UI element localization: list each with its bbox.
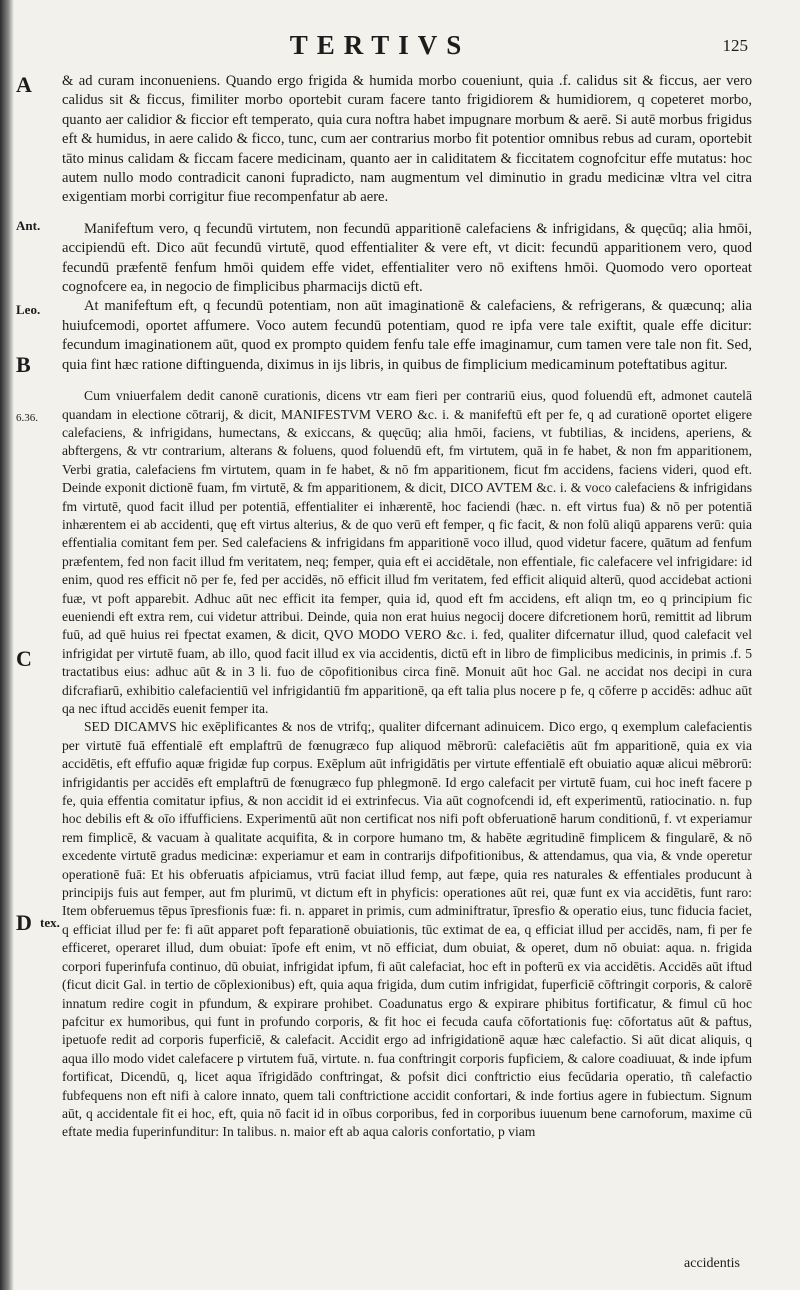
margin-note-tex: tex. — [40, 915, 60, 930]
text-paragraph-1: & ad curam inconueniens. Quando ergo frigida & humida morbo coueniunt, quia .f. calidus sit & ficcus, aer vero calidus sit & ficcus, fimiliter morbo oportebit curam facere tanto frigidiorem & humidiorem, q copeteret morbo, quanto aer calidior & ficcior eft temperato, quia cura noftra habet impugnare morbum & aerē. Si autē morbus frigidus eft & humidus, in aere calido & ficco, tunc, cum aer contrarius morbo fit potentior omnibus rebus ad curam, oportebit tāto minus calidam & ficcam facere medicinam, quanto aer in caliditatem & ficcitatem cognofcitur effe mutatus: hoc autem nullo modo contradicit canoni fupradicto, nam augmentum vel diminutio in gradu medicinæ vltra vel citra exigentiam morbi corrigitur fiue recompenfatur ab aere. — [62, 73, 752, 206]
running-title: TERTIVS — [289, 30, 471, 60]
catchword: accidentis — [684, 1256, 740, 1271]
running-head — [0, 30, 800, 60]
margin-letter-b: B — [16, 352, 31, 377]
commentary-paragraph-1: Cum vniuerfalem dedit canonē curationis, dicens vtr eam fieri per contrariū eius, quod foluendū eft, admonet cautelā quandam in electione cōtrarij, & dicit, MANIFESTVM VERO &c. i. & manifeftū eft per fe, q ad curationē oportet eligere calefaciens, & infrigidans, humectans, & exiccans, & quęcūq; alia hmōi, faciens, vt fubtilias, & incidens, aperiens, & abftergens, & vtr contrarium, alterans & foluens, quod foluendū eft, fm virtutem, quā in fe habet, & non fm apparitionem, Verbi gratia, calefaciens fm virtutem, quam in fe habet, & nō fm apparitionem, ficut fm accidens, faciens videri, quod eft. Deinde exponit dictionē fuam, fm virtutē, & fm apparitionem, & dicit, DICO AVTEM &c. i. & voco calefaciens & infrigidans fm virtutē, quod facit illud per potentiā, effentialiter ei inhærentē, hoc faciendi (hæc. n. eft virtus fua) & nō per potentiā inhærentem ei ab accidenti, quę eft virtus alterius, & de quo verū eft femper, q fic facit, & non folū aliqū apparens verū: quia effentialia comitant fem per. Sed calefaciens & infrigidans fm apparitionē voco illud, quod videtur facere, quātum ad fenfum præfentem, fed non facit illud fm veritatem, neq; femper, quia eft ei accidētale, non effentiale, fic calefacere vel infrigidare: id enim, quod res efficit nō per fe, fed per accidēs, nō efficit illud fm veritatem, fed efficit aliquid alterū, quod accidebat actioni fuæ, vt poft apparebit. Adhuc aūt nec efficit ita femper, quia id, quod eft fm accidens, eft aliqn tm, eo q principium fic eueniendi eft extra rem, cui videtur attribui. Deinde, quia non erat huius negocij docere difcretionem horū, remittit ad librum fuū, ad quē huius rei fpectat examen, & dicit, QVO MODO VERO &c. i. fed, qualiter difcernatur illud, quod calefacit vel infrigidat per virtutē fuam, ab illo, quod facit illud ex via accidentis, dictū eft in libro de fimplicibus medicinis, in primis .f. 5 tractatibus eius: adhuc aūt & in 3 li. fuo de cōpofitionibus circa finē. Monuit aūt hoc Gal. ne accidat nos decipi in cura difcrafiarū, exhibitio calefacientiū vel infrigidantiū fm apparitionē, qa eft talia plus nocere p fe, q cōferre p accidēs: adhuc aūt qa nec iftud accidēs euenit femper ita. — [62, 388, 752, 716]
page-spine-shadow — [0, 0, 14, 1290]
commentary-paragraph-2: SED DICAMVS hic exēplificantes & nos de vtrifq;, qualiter difcernant adinuicem. Dico ergo, q exemplum calefacientis per virtutē fuā effentialē eft emplaftrū de fœnugræco fup aliquod mēbrorū: calefaciētis aūt fm apparitionē, quia ex via accidētis, eft effufio aquæ frigidæ fup corpus. Exēplum aūt infrigidātis per virtute effentialē eft obuiatio aquæ alicui mēbrorū: infrigidantis per accidēs eft emplaftrū de fœnugræco fup phlegmonē. Id ergo calefacit per virtutē fuam, cui hoc ineft facere p fe, quia effentia comitatur ipfius, & non accidit id ei extrinfecus. Via aūt cognofcendi id, eft experimentū, ratiocinatio. n. fup hoc debilis eft & oīo iffufficiens. Experimentū aūt non certificat nos nifi poft obferuationē harum conditionū, f. vt experiamur rem fimplicē, & vacuam à qualitate acquifita, & in corpore humano tm, & habēte ægritudinē fimplicem & fingularē, & nō excedente virtutē gradus medicinæ: experiamur et eam in contrarijs difpofitionibus, & attendamus, qua via, & vnde operetur operationē fuā: Et his obferuatis afpiciamus, vtrū faciat illud femp, aut fæpe, quia res naturales & effentiales producunt à principijs fuis aut femper, aut fm plurimū, vt dictum eft in phyficis: operationes aūt rei, quæ funt ex via accidētis, funt raro: Item obferuemus tēpus īpresfionis fuæ: fi. n. apparet in primis, cum adminiftratur, īpresfio & operatio eius, tunc fiducia faciet, q efficiat illud per fe: fi aūt apparet poft feparationē obuiationis, tūc extimat de ea, q efficiat illud per accidēs, nam, fi per fe efficeret, operaret illud, dum obuiat: īpofe eft enim, vt nō efficiat, dum obuiat, & operet, dum nō obuiat: aqua. n. frigida corpori fuperinfufa continuo, dū obuiat, infrigidat ipfum, fi aūt calefaciat, hoc eft in pofterū ex via accidētis. Accidēs aūt iftud (ficut dicit Gal. in tertio de cōplexionibus) eft, quia aqua frigida, dum cutim infrigidat, fuperficiē cōftringit corporis, & calorē innatum redire cogit in pfundum, & expirare prohibet. Coadunatus ergo & expirare phibitus fortificatur, & fimul cū hoc pafcitur ex humoribus, qui funt in profundo corporis, & fit hoc ei fecuda caufa cōfortationis fuę: cōfortatus aūt & paftus, ipetuofe redit ad corporis fuperficiē, & calefacit. Accidit ergo ad infrigidationē aquæ hæc calefactio. Si aūt dicat aliquis, q aqua illo modo videt calefacere p virtutem fuā, virtute. n. fua conftringit corporis fupficiem, & calore coadiuuat, & inde ipfum fortificat, Dicendū, q, licet aqua īfrigidādo conftringat, & pofsit dici conftrictio eius fecūdaria operatio, tñ calefactio fubfequens non eft nifi à calore innato, quem tali conftrictione accidit confortari, & inde fortius agere in fubiectum. Signum aūt, q accidentale fit ei hoc, eft, quia nō facit id in oībus corporibus, fed in corporibus iuuenum bene carnoforum, maxime cū eftate media fuperinfunditur: In talibus. n. maior eft ab aqua caloris confortatio, p viam — [62, 719, 752, 1140]
main-text — [62, 72, 752, 1142]
margin-note-leo: Leo. — [16, 302, 41, 317]
margin-note-ref: 6.36. — [16, 412, 38, 424]
margin-letter-c: C — [16, 646, 32, 671]
text-paragraph-2: Manifeftum vero, q fecundū virtutem, non fecundū apparitionē calefaciens & infrigidans, & quęcūq; alia hmōi, accipiendū eft. Dico aūt fecundū virtutē, quod effentialiter & vere eft, vt dicit: fecundū apparitionem vero, quod fecundū præfentē fenfum hmōi quidem effe videt, effentialiter vero nō exiftens hmōi. Quomodo vero oporteat cognofcere ea, in negocio de fimplicibus pharmacijs dictū eft. — [62, 220, 752, 296]
folio-number: 125 — [722, 36, 748, 55]
margin-letter-a: A — [16, 72, 32, 97]
left-margin — [16, 0, 60, 1290]
margin-note-ant: Ant. — [16, 218, 41, 233]
paragraph-gap — [62, 375, 752, 387]
paragraph-gap — [62, 208, 752, 220]
margin-letter-d: D — [16, 910, 32, 935]
text-paragraph-3: At manifeftum eft, q fecundū potentiam, non aūt imaginationē & calefaciens, & refrigerans, & quæcunq; alia huiufcemodi, oportet affumere. Voco autem fecundū potentiam, quod re ipfa vere tale exiftit, quale effe dicitur: fecundum imaginationem aūt, quod ex prompto quidem fenfu tale effe imaginamur, cum tamen vere tale non fit. Sed, quia fint hæc ratione diftinguenda, diximus in ijs libris, in quibus de fimplicium medicaminum poteftatibus agitur. — [62, 298, 752, 373]
